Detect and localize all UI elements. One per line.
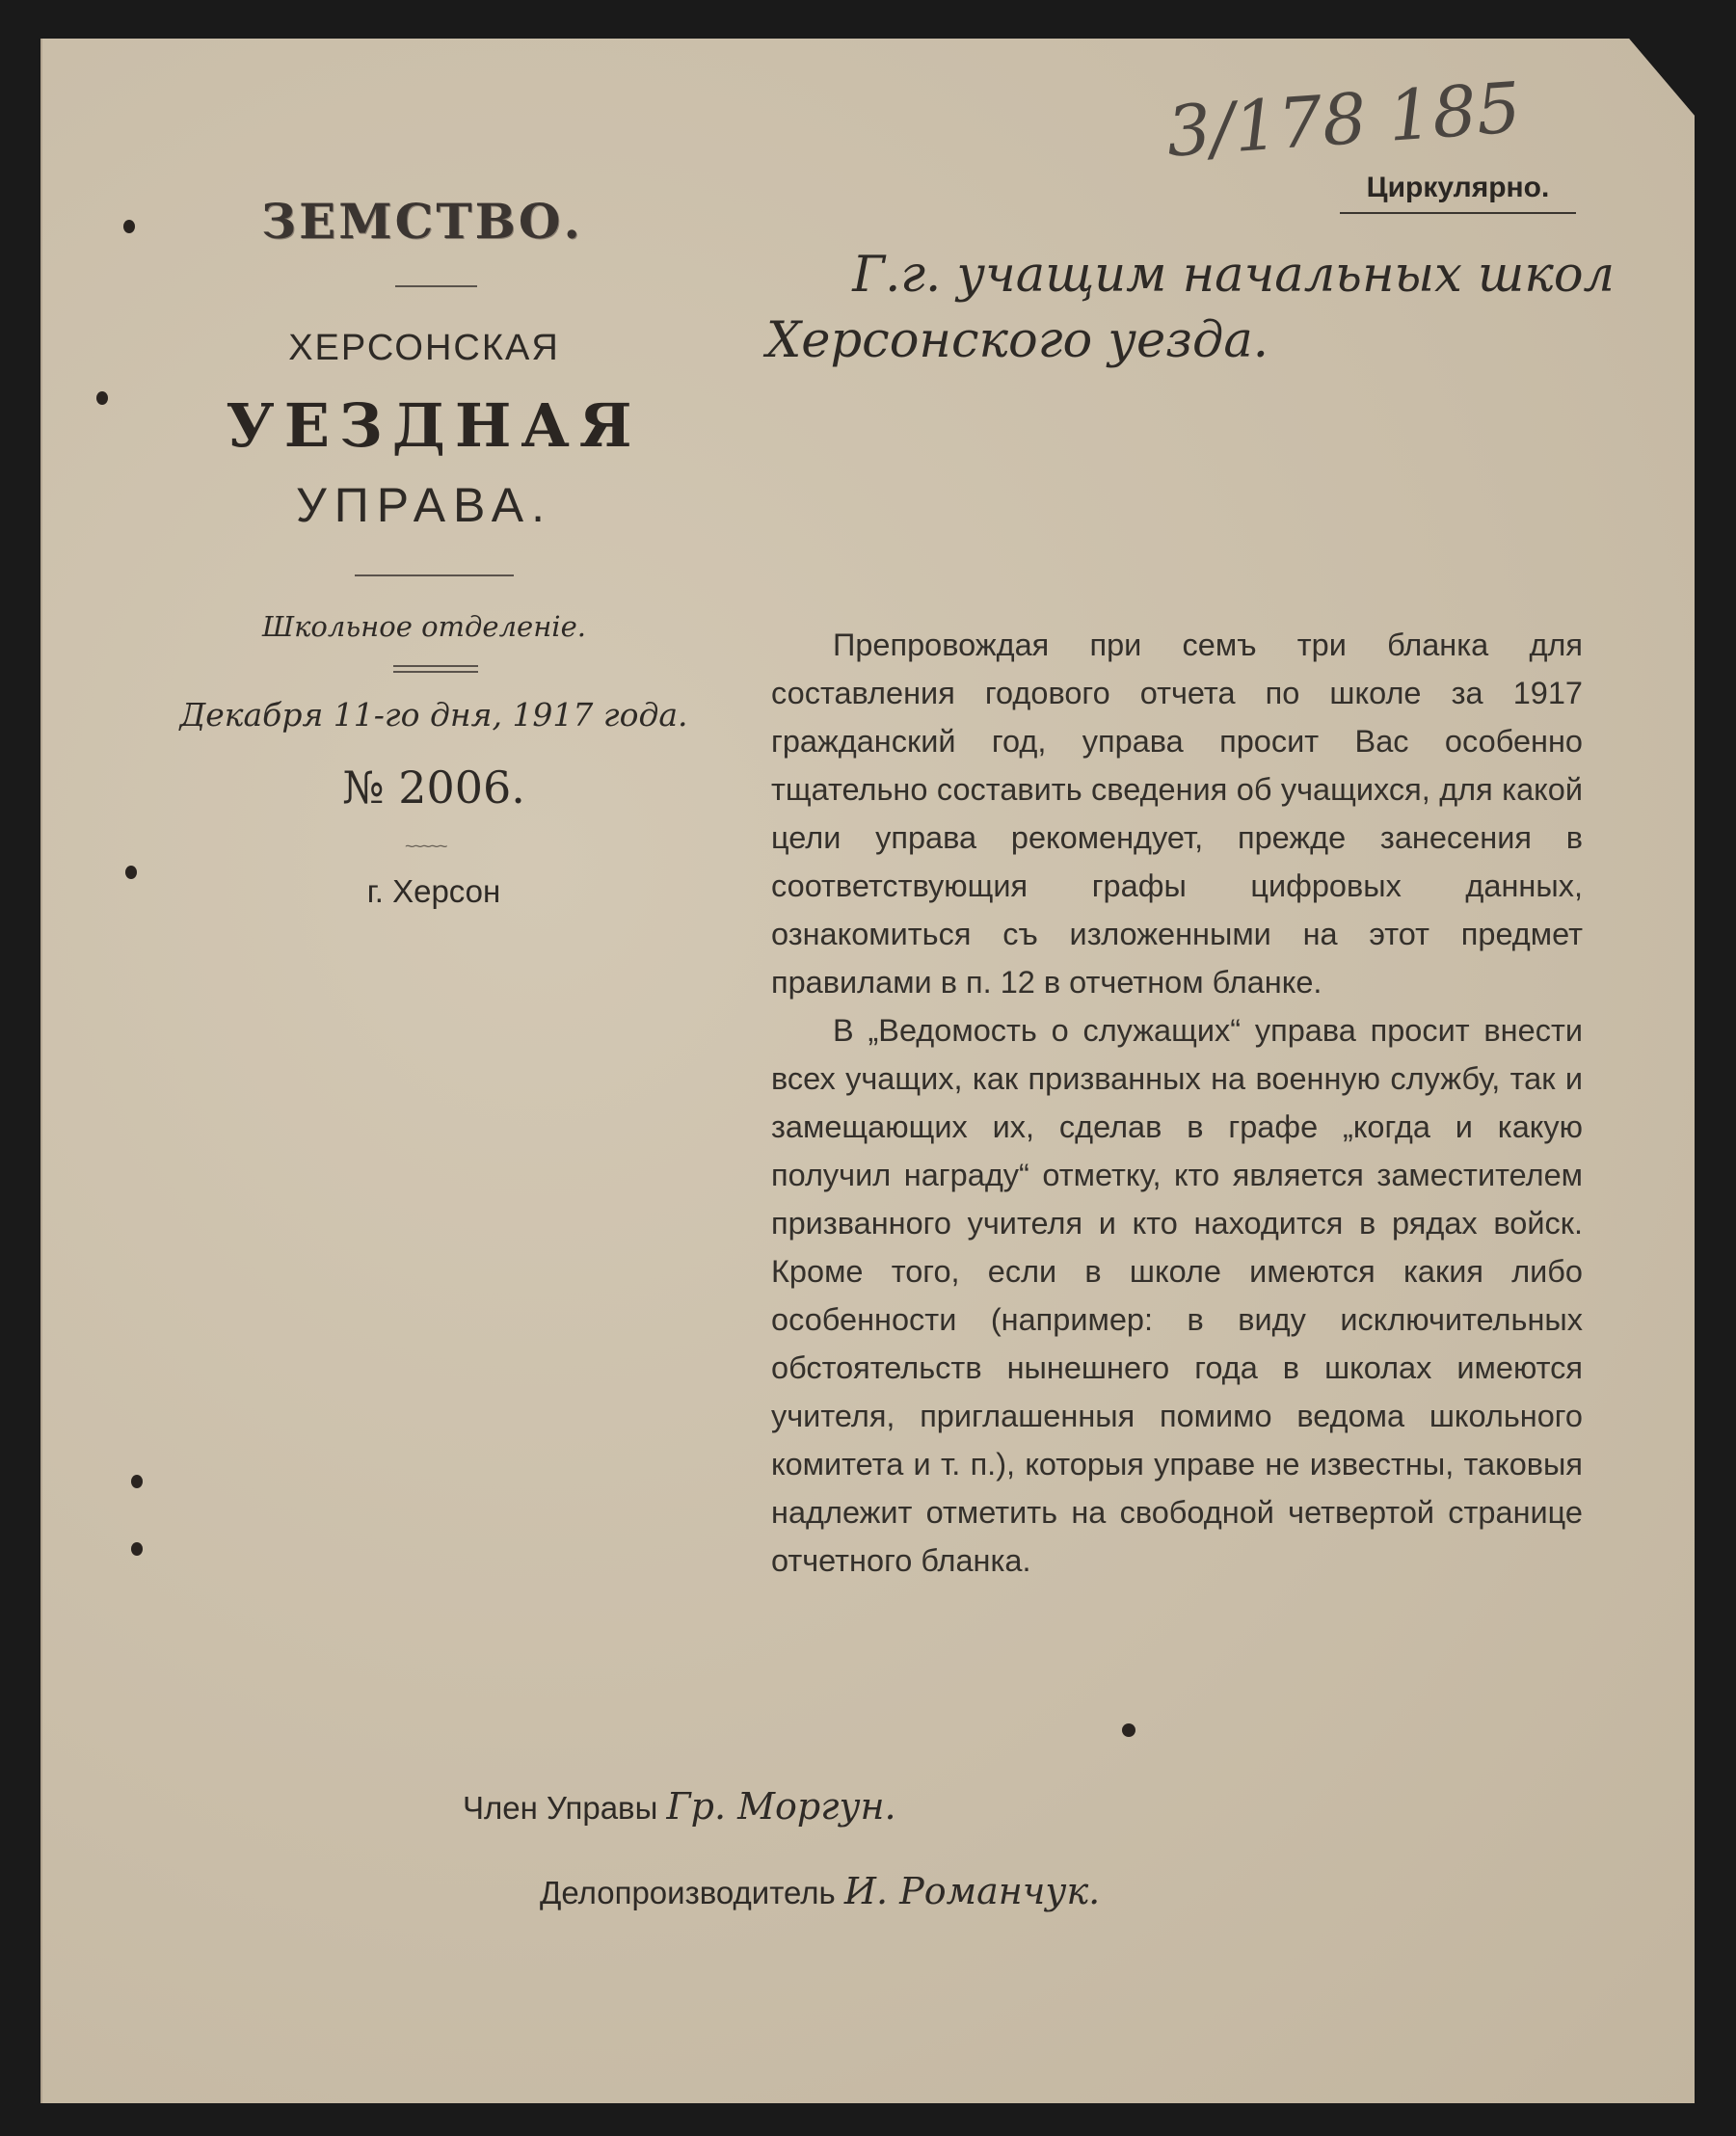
- letter-body: [771, 621, 1583, 1585]
- signature-clerk: [540, 1870, 1100, 1912]
- letterhead-line3: УПРАВА.: [296, 478, 552, 532]
- clerk-title: Делопроизводитель: [540, 1875, 836, 1910]
- department: Школьное отделенiе.: [262, 610, 586, 643]
- ink-dot: [1122, 1723, 1135, 1737]
- member-title: Член Управы: [463, 1790, 658, 1826]
- punch-hole: [96, 391, 108, 405]
- divider: [395, 285, 477, 287]
- letterhead-line2: УЕЗДНАЯ: [226, 390, 642, 461]
- clerk-name: И. Романчук.: [843, 1870, 1101, 1912]
- addressee-line: Г.г. учащим начальных школ: [852, 247, 1615, 304]
- circular-label: Циркулярно.: [1340, 172, 1576, 214]
- addressee: [766, 243, 1615, 374]
- letterhead-number: № 2006.: [342, 761, 525, 814]
- page-edge: [40, 39, 42, 2103]
- punch-hole: [131, 1475, 143, 1488]
- divider: [355, 574, 514, 576]
- signature-member: [463, 1785, 896, 1828]
- divider: [393, 665, 478, 673]
- punch-hole: [125, 866, 137, 879]
- letterhead-city: г. Херсон: [366, 873, 501, 909]
- paragraph: Препровождая при семъ три бланка для составления годового отчета по школе за 1917 гражданский год, управа просит Вас особенно тщательно составить сведения об учащихся, для какой цели управа рекомендует, прежде занесения в соответствующия графы цифровых данных, ознакомиться съ изложенными на этот предмет правилами в п. 12 в отчетном бланке.: [771, 627, 1583, 1000]
- letterhead-zemstvo: ЗЕМСТВО.: [261, 193, 583, 250]
- handwritten-note: 3/178 185: [1163, 67, 1524, 173]
- ornament: ~~~~~: [405, 837, 446, 856]
- letterhead-date: Декабря 11-го дня, 1917 года.: [179, 696, 688, 734]
- punch-hole: [123, 220, 135, 233]
- punch-hole: [131, 1542, 143, 1556]
- member-name: Гр. Моргун.: [666, 1785, 896, 1828]
- paragraph: В „Ведомость о служащих“ управа просит внести всех учащих, как призванных на военную службу, так и замещающих их, сделав в графе „когда и какую получил награду“ отметку, кто является заместителем призванного учителя и кто находится в рядах войск. Кроме того, если в школе имеются какия либо особенности (например: в виду исключительных обстоятельств нынешнего года в школах имеются учителя, приглашенныя помимо ведома школьного комитета и т. п.), которыя управе не известны, таковыя надлежит отметить на свободной четвертой странице отчетного бланка.: [771, 1013, 1583, 1578]
- addressee-line: Херсонского уезда.: [766, 312, 1269, 369]
- letterhead-line1: ХЕРСОНСКАЯ: [288, 328, 560, 368]
